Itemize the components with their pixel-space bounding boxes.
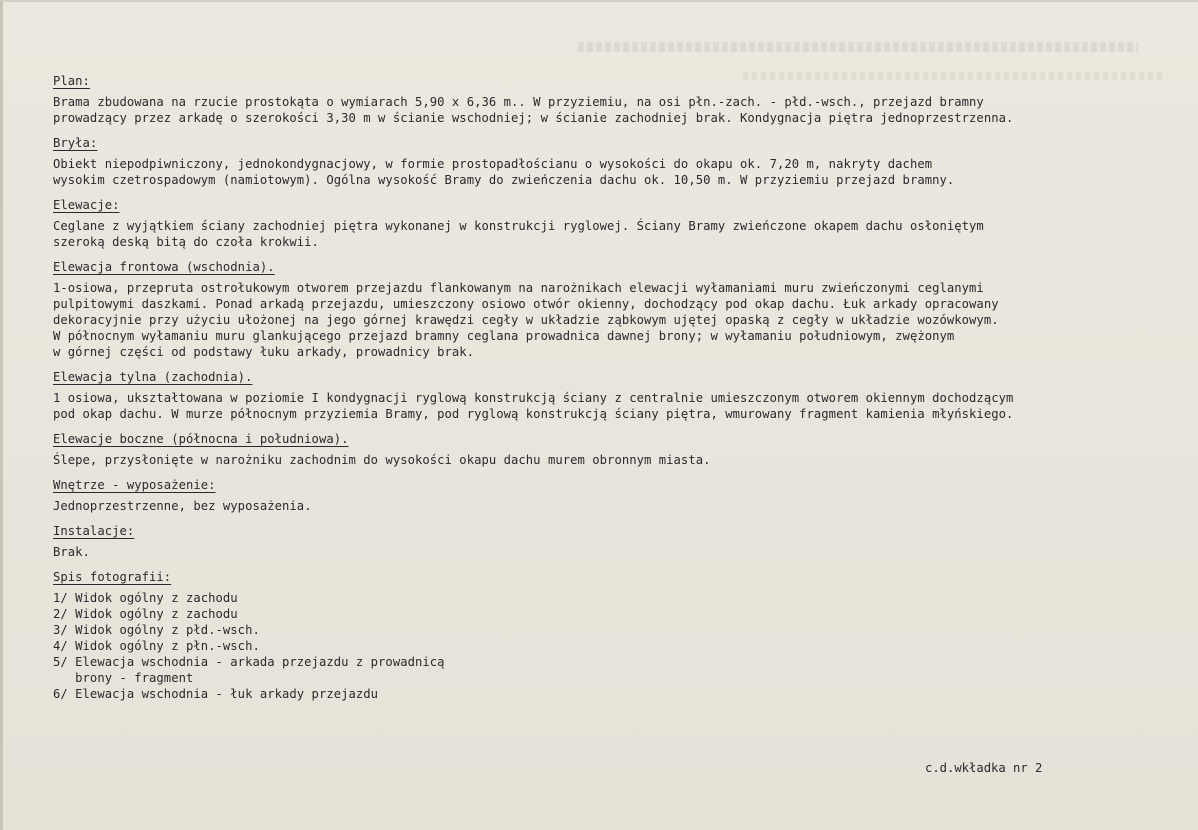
section-instalacje-text	[53, 544, 1173, 560]
section-elewacje-boczne-text	[53, 452, 1173, 468]
text-line: pod okap dachu. W murze północnym przyziemia Bramy, pod ryglową konstrukcją ściany piętra, wmurowany fragment kamienia młyńskiego.	[53, 407, 1014, 421]
list-item: 5/ Elewacja wschodnia - arkada przejazdu z prowadnicą	[53, 655, 445, 669]
section-heading-plan: Plan:	[53, 74, 90, 88]
section-elewacje	[53, 194, 1173, 218]
text-line: szeroką deską bitą do czoła krokwii.	[53, 235, 319, 249]
section-wnetrze	[53, 474, 1173, 498]
section-bryla	[53, 132, 1173, 156]
text-line: w górnej części od podstawy łuku arkady, prowadnicy brak.	[53, 345, 475, 359]
section-heading-elewacje: Elewacje:	[53, 198, 120, 212]
text-line: W północnym wyłamaniu muru glankującego przejazd bramny ceglana prowadnica dawnej brony; w wyłamaniu południowym, zwężonym	[53, 329, 955, 343]
section-elewacje-boczne	[53, 428, 1173, 452]
text-line: Brak.	[53, 545, 90, 559]
text-line: Obiekt niepodpiwniczony, jednokondygnacjowy, w formie prostopadłościanu o wysokości do okapu ok. 7,20 m, nakryty dachem	[53, 157, 933, 171]
section-heading-instalacje: Instalacje:	[53, 524, 135, 538]
section-wnetrze-text	[53, 498, 1173, 514]
text-line: wysokim czetrospadowym (namiotowym). Ogólna wysokość Bramy do zwieńczenia dachu ok. 10,50 m. W przyziemiu przejazd bramny.	[53, 173, 955, 187]
document-body	[53, 70, 1173, 702]
continuation-note: c.d.wkładka nr 2	[925, 761, 1043, 775]
text-line: Ślepe, przysłonięte w narożniku zachodnim do wysokości okapu dachu murem obronnym miasta.	[53, 453, 711, 467]
text-line: pulpitowymi daszkami. Ponad arkadą przejazdu, umieszczony osiowo otwór okienny, dochodzący pod okap dachu. Łuk arkady opracowany	[53, 297, 999, 311]
section-heading-spis-fotografii: Spis fotografii:	[53, 570, 172, 584]
section-plan	[53, 70, 1173, 94]
section-elewacja-tylna	[53, 366, 1173, 390]
section-elewacja-tylna-text	[53, 390, 1173, 422]
section-heading-wnetrze: Wnętrze - wyposażenie:	[53, 478, 216, 492]
section-elewacje-text	[53, 218, 1173, 250]
list-item: brony - fragment	[53, 671, 194, 685]
list-item: 2/ Widok ogólny z zachodu	[53, 607, 238, 621]
section-plan-text	[53, 94, 1173, 126]
list-item: 6/ Elewacja wschodnia - łuk arkady przejazdu	[53, 687, 379, 701]
text-line: Jednoprzestrzenne, bez wyposażenia.	[53, 499, 312, 513]
text-line: Brama zbudowana na rzucie prostokąta o wymiarach 5,90 x 6,36 m.. W przyziemiu, na osi płn.-zach. - płd.-wsch., przejazd bramny	[53, 95, 984, 109]
photo-list	[53, 590, 1173, 702]
bleed-through-header	[578, 42, 1138, 52]
section-bryla-text	[53, 156, 1173, 188]
list-item: 3/ Widok ogólny z płd.-wsch.	[53, 623, 260, 637]
section-elewacja-frontowa-text	[53, 280, 1173, 360]
text-line: Ceglane z wyjątkiem ściany zachodniej piętra wykonanej w konstrukcji ryglowej. Ściany Bramy zwieńczone okapem dachu osłoniętym	[53, 219, 984, 233]
text-line: 1 osiowa, ukształtowana w poziomie I kondygnacji ryglową konstrukcją ściany z centralnie umieszczonym otworem okiennym dochodzącym	[53, 391, 1014, 405]
section-heading-elewacja-tylna: Elewacja tylna (zachodnia).	[53, 370, 253, 384]
section-heading-elewacje-boczne: Elewacje boczne (północna i południowa).	[53, 432, 349, 446]
section-elewacja-frontowa	[53, 256, 1173, 280]
section-spis-fotografii	[53, 566, 1173, 590]
list-item: 1/ Widok ogólny z zachodu	[53, 591, 238, 605]
section-instalacje	[53, 520, 1173, 544]
text-line: dekoracyjnie przy użyciu ułożonej na jego górnej krawędzi cegły w układzie ząbkowym ujętej opaską z cegły w układzie wozówkowym.	[53, 313, 999, 327]
text-line: prowadzący przez arkadę o szerokości 3,30 m w ścianie wschodniej; w ścianie zachodniej brak. Kondygnacja piętra jednoprzestrzenna.	[53, 111, 1014, 125]
list-item: 4/ Widok ogólny z płn.-wsch.	[53, 639, 260, 653]
section-heading-elewacja-frontowa: Elewacja frontowa (wschodnia).	[53, 260, 275, 274]
text-line: 1-osiowa, przepruta ostrołukowym otworem przejazdu flankowanym na narożnikach elewacji wyłamaniami muru zwieńczonymi ceglanymi	[53, 281, 984, 295]
section-heading-bryla: Bryła:	[53, 136, 98, 150]
